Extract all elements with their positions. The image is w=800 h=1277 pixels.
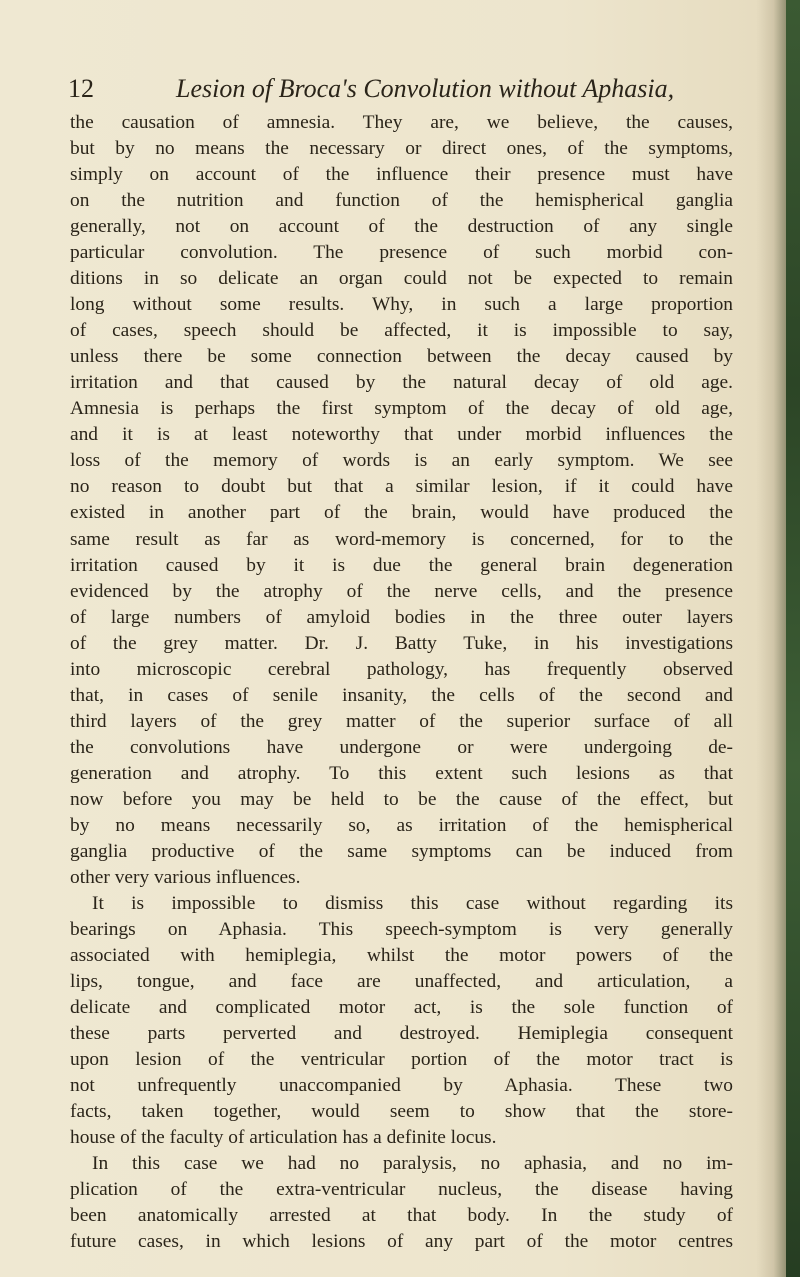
text-line: third layers of the grey matter of the superior surface of all	[70, 710, 733, 732]
text-line: same result as far as word-memory is concerned, for to the	[70, 528, 733, 550]
text-line: but by no means the necessary or direct ones, of the symptoms,	[70, 138, 733, 160]
text-line: unless there be some connection between the decay caused by	[70, 346, 733, 368]
text-line: by no means necessarily so, as irritation of the hemispherical	[70, 814, 733, 836]
text-line: long without some results. Why, in such a large proportion	[70, 294, 733, 316]
text-line: of the grey matter. Dr. J. Batty Tuke, in his investigations	[70, 632, 733, 654]
page-header	[68, 74, 708, 114]
text-line: other very various influences.	[70, 866, 301, 888]
text-line: Amnesia is perhaps the first symptom of the decay of old age,	[70, 398, 733, 420]
page-number: 12	[68, 74, 94, 103]
text-line: into microscopic cerebral pathology, has frequently observed	[70, 658, 733, 680]
text-line: of large numbers of amyloid bodies in the three outer layers	[70, 606, 733, 628]
text-line: future cases, in which lesions of any part of the motor centres	[70, 1231, 733, 1253]
text-line: lips, tongue, and face are unaffected, and articulation, a	[70, 971, 733, 993]
text-line: particular convolution. The presence of such morbid con-	[70, 242, 733, 264]
text-line: evidenced by the atrophy of the nerve cells, and the presence	[70, 580, 733, 602]
text-line: these parts perverted and destroyed. Hemiplegia consequent	[70, 1023, 733, 1045]
text-line: the causation of amnesia. They are, we believe, the causes,	[70, 112, 733, 133]
text-line: on the nutrition and function of the hemispherical ganglia	[70, 190, 733, 212]
text-line: house of the faculty of articulation has a definite locus.	[70, 1127, 497, 1149]
running-head: Lesion of Broca's Convolution without Aphasia,	[176, 74, 675, 103]
text-line: plication of the extra-ventricular nucleus, the disease having	[70, 1179, 733, 1201]
text-line: existed in another part of the brain, would have produced the	[70, 502, 733, 524]
text-line: been anatomically arrested at that body. In the study of	[70, 1205, 733, 1227]
text-line: simply on account of the influence their presence must have	[70, 164, 733, 186]
text-line: loss of the memory of words is an early symptom. We see	[70, 450, 733, 472]
text-line: ditions in so delicate an organ could not be expected to remain	[70, 268, 733, 290]
body-text	[70, 110, 733, 1255]
text-line: generation and atrophy. To this extent such lesions as that	[70, 762, 733, 784]
text-line: not unfrequently unaccompanied by Aphasia. These two	[70, 1075, 733, 1097]
text-line: and it is at least noteworthy that under morbid influences the	[70, 424, 733, 446]
text-line: bearings on Aphasia. This speech-symptom is very generally	[70, 918, 733, 940]
text-line: It is impossible to dismiss this case without regarding its	[92, 892, 733, 914]
text-line: that, in cases of senile insanity, the cells of the second and	[70, 684, 733, 706]
text-line: delicate and complicated motor act, is the sole function of	[70, 997, 733, 1019]
text-line: associated with hemiplegia, whilst the motor powers of the	[70, 945, 733, 966]
text-line: In this case we had no paralysis, no aphasia, and no im-	[92, 1153, 733, 1175]
text-line: generally, not on account of the destruction of any single	[70, 216, 733, 238]
text-line: irritation caused by it is due the general brain degeneration	[70, 554, 733, 576]
text-line: upon lesion of the ventricular portion of the motor tract is	[70, 1049, 733, 1071]
text-line: now before you may be held to be the cause of the effect, but	[70, 788, 733, 810]
text-line: facts, taken together, would seem to show that the store-	[70, 1101, 733, 1123]
text-line: irritation and that caused by the natural decay of old age.	[70, 372, 733, 394]
book-cover-edge	[786, 0, 800, 1277]
text-line: the convolutions have undergone or were undergoing de-	[70, 736, 733, 758]
text-line: of cases, speech should be affected, it is impossible to say,	[70, 320, 733, 342]
text-line: no reason to doubt but that a similar lesion, if it could have	[70, 476, 733, 498]
text-line: ganglia productive of the same symptoms can be induced from	[70, 840, 733, 862]
